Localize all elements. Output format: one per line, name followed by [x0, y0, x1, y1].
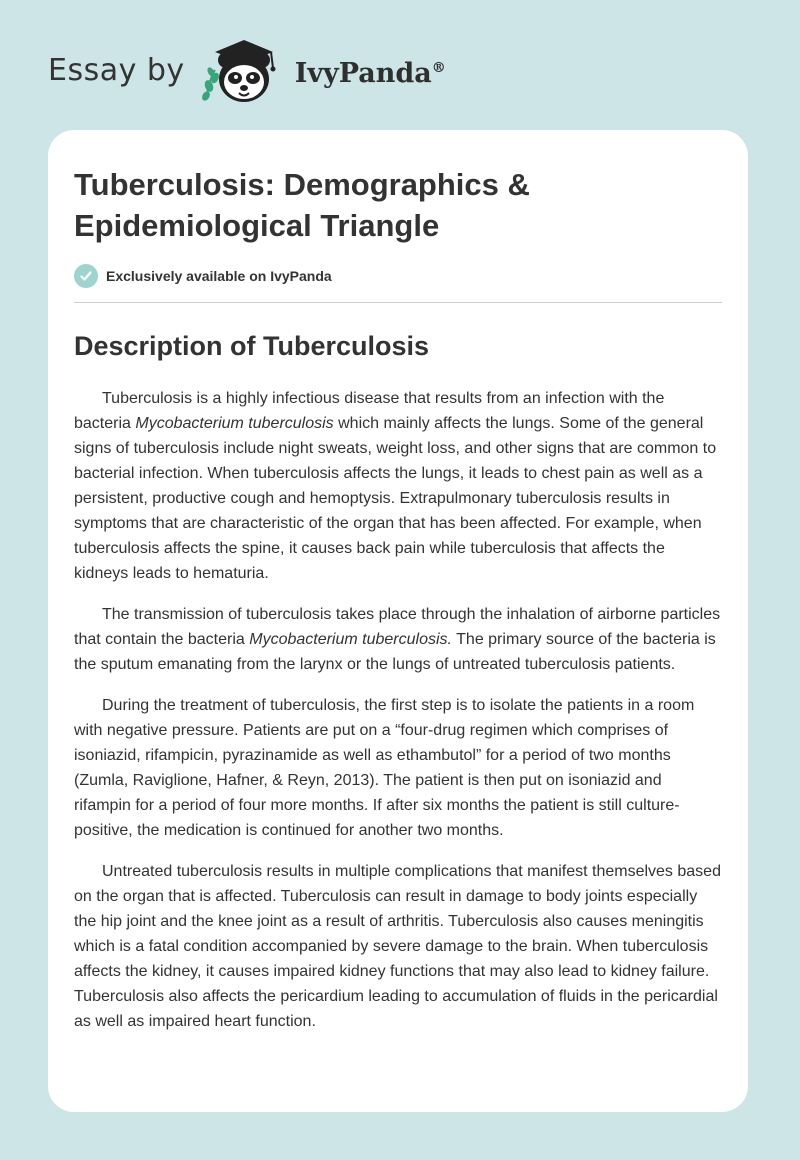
paragraph-text: Tuberculosis is a highly infectious disease that results from an infection with the bacteria [74, 390, 665, 432]
paragraph-text: which mainly affects the lungs. Some of the general signs of tuberculosis include night sweats, weight loss, and other signs that are common to bacterial infection. When tuberculosis affects the lungs, it leads to chest pain as well as a persistent, productive cough and hemoptysis. Extrapulmonary tuberculosis results in symptoms that are characteristic of the organ that has been affected. For example, when tuberculosis affects the spine, it causes back pain while tuberculosis that affects the kidneys leads to hematuria. [74, 415, 717, 582]
page-title: Tuberculosis: Demographics & Epidemiological Triangle [74, 167, 530, 243]
exclusive-badge-text: Exclusively available on IvyPanda [106, 268, 332, 284]
registered-mark: ® [431, 59, 446, 76]
brand-name[interactable] [295, 58, 446, 89]
site-header [48, 36, 446, 108]
paragraph-text: Untreated tuberculosis results in multiple complications that manifest themselves based on the organ that is affected. Tuberculosis can result in damage to body joints especially the hip joint and the knee joint as a result of arthritis. Tuberculosis also causes meningitis which is a fatal condition accompanied by severe damage to the brain. When tuberculosis affects the kidney, it causes impaired kidney functions that may also lead to kidney failure. Tuberculosis also affects the pericardium leading to accumulation of fluids in the pericardial as well as impaired heart function. [74, 863, 721, 1030]
exclusive-badge [74, 264, 722, 288]
section-heading: Description of Tuberculosis [74, 331, 430, 361]
italic-text: Mycobacterium tuberculosis. [249, 631, 452, 648]
body-paragraph [74, 693, 722, 843]
paragraph-text: During the treatment of tuberculosis, the first step is to isolate the patients in a room with negative pressure. Patients are put on a “four-drug regimen which comprises of isoniazid, rifampicin, pyrazinamide as well as ethambutol” for a period of two months (Zumla, Raviglione, Hafner, & Reyn, 2013). The patient is then put on isoniazid and rifampin for a period of four more months. If after six months the patient is still culture-positive, the medication is continued for another two months. [74, 697, 695, 839]
body-paragraph [74, 602, 722, 677]
essay-card [48, 130, 748, 1112]
italic-text: Mycobacterium tuberculosis [135, 415, 334, 432]
paragraph-text: The transmission of tuberculosis takes place through the inhalation of airborne particles that contain the bacteria [74, 606, 721, 648]
body-paragraph [74, 386, 722, 586]
panda-graduate-logo-icon [199, 36, 291, 108]
essay-by-label: Essay by [48, 52, 185, 88]
ivypanda-logo[interactable] [199, 36, 291, 108]
body-paragraph [74, 859, 722, 1034]
divider [74, 302, 722, 303]
paragraph-text: The primary source of the bacteria is the sputum emanating from the larynx or the lungs of untreated tuberculosis patients. [74, 631, 716, 673]
checkmark-icon [74, 264, 98, 288]
essay-body [74, 386, 722, 1034]
brand-name-text: IvyPanda [294, 57, 432, 89]
